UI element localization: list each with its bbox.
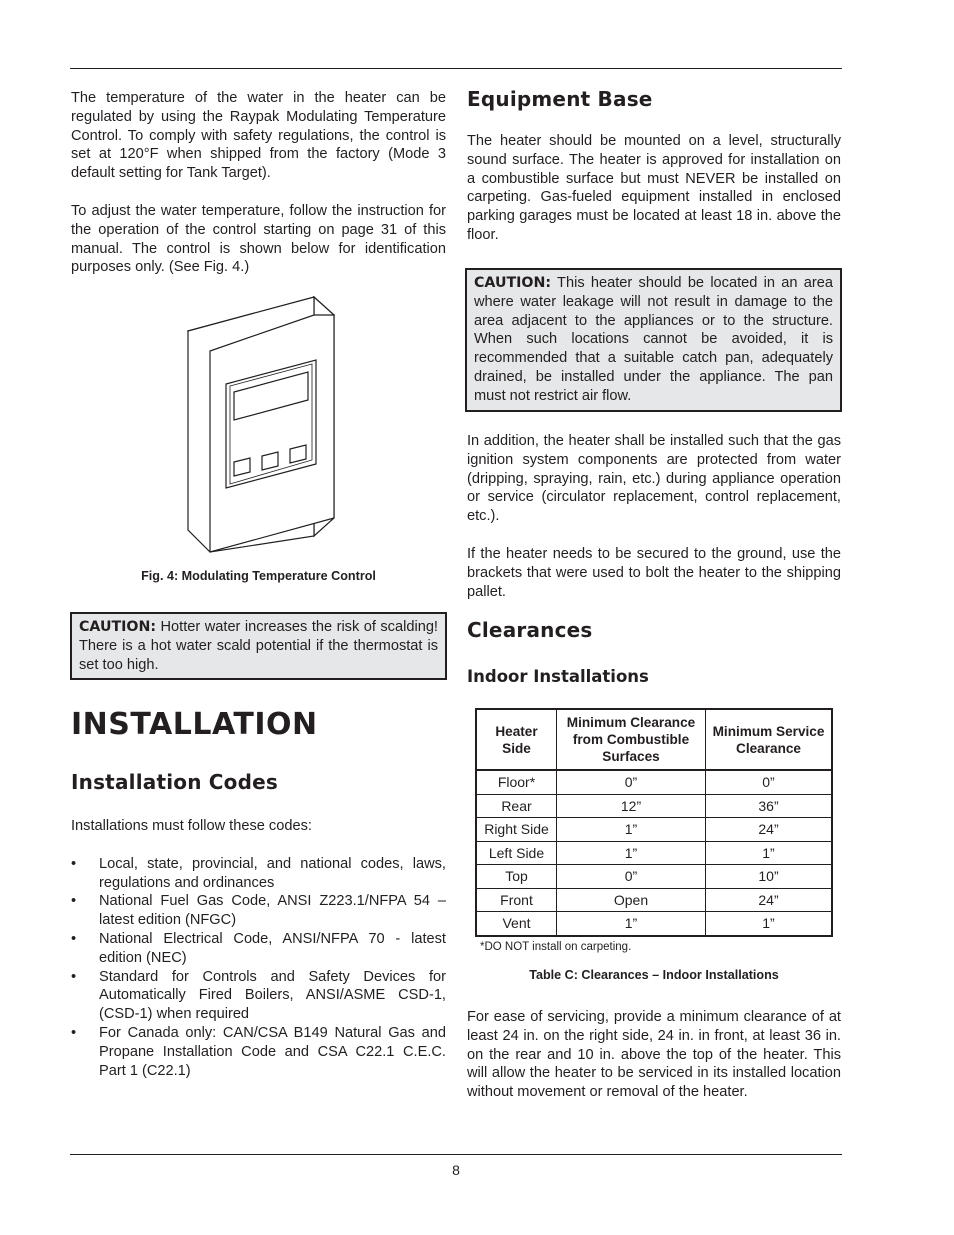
bullet: • [71, 893, 77, 910]
table-cell: Right Side [476, 818, 557, 842]
equipment-base-block [467, 132, 841, 245]
table-cell: Rear [476, 794, 557, 818]
caution-label: CAUTION: [474, 275, 552, 291]
table-cell: 1” [557, 841, 706, 865]
table-cell: Left Side [476, 841, 557, 865]
table-row [476, 888, 832, 912]
clearances-heading: Clearances [467, 618, 593, 642]
table-cell: 1” [557, 818, 706, 842]
figure-caption: Fig. 4: Modulating Temperature Control [141, 569, 376, 583]
caution-label: CAUTION: [79, 619, 157, 635]
bullet: • [71, 930, 77, 947]
table-cell: 24” [706, 818, 833, 842]
table-row [476, 865, 832, 889]
left-column [71, 89, 446, 277]
list-item: • For Canada only: CAN/CSA B149 Natural Gas and Propane Installation Code and CSA C22.1 C.E.C. Part 1 (C22.1) [71, 1024, 446, 1079]
list-item: • Local, state, provincial, and national codes, laws, regulations and ordinances [71, 855, 446, 891]
ignition-protection-paragraph: In addition, the heater shall be installed such that the gas ignition system components are protected from water (dripping, spraying, rain, etc.) during appliance operation or service (circulator replacement, control replacement, etc.). [467, 433, 841, 525]
codes-list [71, 855, 446, 1081]
codes-block [71, 817, 446, 1080]
page-number: 8 [452, 1162, 460, 1178]
list-item: • National Electrical Code, ANSI/NFPA 70 - latest edition (NEC) [71, 930, 446, 966]
protection-block [467, 432, 841, 601]
caution-text: This heater should be located in an area where water leakage will not result in damage to the area adjacent to the appliances or to the structure. When such locations cannot be avoided, it is recommended that a suitable catch pan, adequately drained, be installed under the appliance. The pan must not restrict air flow. [474, 275, 833, 404]
temperature-paragraph: The temperature of the water in the heater can be regulated by using the Raypak Modulating Temperature Control. To comply with safety regulations, the control is set at 120°F when shipped from the factory (Mode 3 default setting for Tank Target). [71, 90, 446, 182]
codes-intro: Installations must follow these codes: [71, 818, 312, 834]
table-cell: Floor* [476, 770, 557, 794]
table-cell: 0” [557, 770, 706, 794]
table-cell: 36” [706, 794, 833, 818]
table-row [476, 841, 832, 865]
scald-caution-box [70, 612, 447, 680]
table-cell: Top [476, 865, 557, 889]
equipment-base-paragraph: The heater should be mounted on a level, structurally sound surface. The heater is approved for installation on a combustible surface but must NEVER be installed on carpeting. Gas-fueled equipment installed in enclosed parking garages must be located at least 18 in. above the floor. [467, 133, 841, 243]
bullet: • [71, 855, 77, 872]
list-item: • National Fuel Gas Code, ANSI Z223.1/NFPA 54 – latest edition (NFGC) [71, 893, 446, 929]
secure-to-ground-paragraph: If the heater needs to be secured to the ground, use the brackets that were used to bolt the heater to the shipping pallet. [467, 545, 841, 600]
column-header: Heater Side [476, 709, 557, 770]
table-cell: 10” [706, 865, 833, 889]
caution-text: Hotter water increases the risk of scalding! There is a hot water scald potential if the thermostat is set too high. [79, 619, 438, 673]
table-row [476, 818, 832, 842]
table-cell: Vent [476, 912, 557, 936]
bullet: • [71, 968, 77, 985]
servicing-block [467, 1008, 841, 1102]
column-header: Minimum Service Clearance [706, 709, 833, 770]
table-cell: 0” [706, 770, 833, 794]
water-leakage-caution-box [465, 268, 842, 412]
equipment-base-heading: Equipment Base [467, 87, 653, 111]
table-cell: 1” [706, 912, 833, 936]
adjust-paragraph: To adjust the water temperature, follow the instruction for the operation of the control starting on page 31 of this manual. The control is shown below for identification purposes only. (See Fig. 4.) [71, 202, 446, 276]
table-row [476, 912, 832, 936]
top-rule [70, 68, 842, 69]
table-cell: 24” [706, 888, 833, 912]
clearances-table [475, 708, 833, 937]
table-caption: Table C: Clearances – Indoor Installations [529, 968, 779, 982]
modulating-temperature-control-figure [186, 296, 336, 554]
column-header: Minimum Clearance from Combustible Surfaces [557, 709, 706, 770]
table-cell: 1” [706, 841, 833, 865]
table-footnote: *DO NOT install on carpeting. [480, 941, 632, 953]
installation-title: INSTALLATION [71, 707, 318, 742]
table-cell: 1” [557, 912, 706, 936]
bottom-rule [70, 1154, 842, 1155]
installation-codes-heading: Installation Codes [71, 770, 279, 794]
table-row [476, 794, 832, 818]
table-cell: 0” [557, 865, 706, 889]
servicing-paragraph: For ease of servicing, provide a minimum clearance of at least 24 in. on the right side, 24 in. in front, at least 36 in. on the rear and 10 in. above the top of the heater. This will allow the heater to be serviced in its installed location without movement or removal of the heater. [467, 1009, 841, 1101]
table-cell: 12” [557, 794, 706, 818]
table-cell: Open [557, 888, 706, 912]
table-row [476, 770, 832, 794]
indoor-installations-heading: Indoor Installations [467, 667, 649, 686]
list-item: • Standard for Controls and Safety Devices for Automatically Fired Boilers, ANSI/ASME CSD-1, (CSD-1) when required [71, 968, 446, 1023]
table-header-row [476, 709, 832, 770]
table-cell: Front [476, 888, 557, 912]
bullet: • [71, 1024, 77, 1041]
